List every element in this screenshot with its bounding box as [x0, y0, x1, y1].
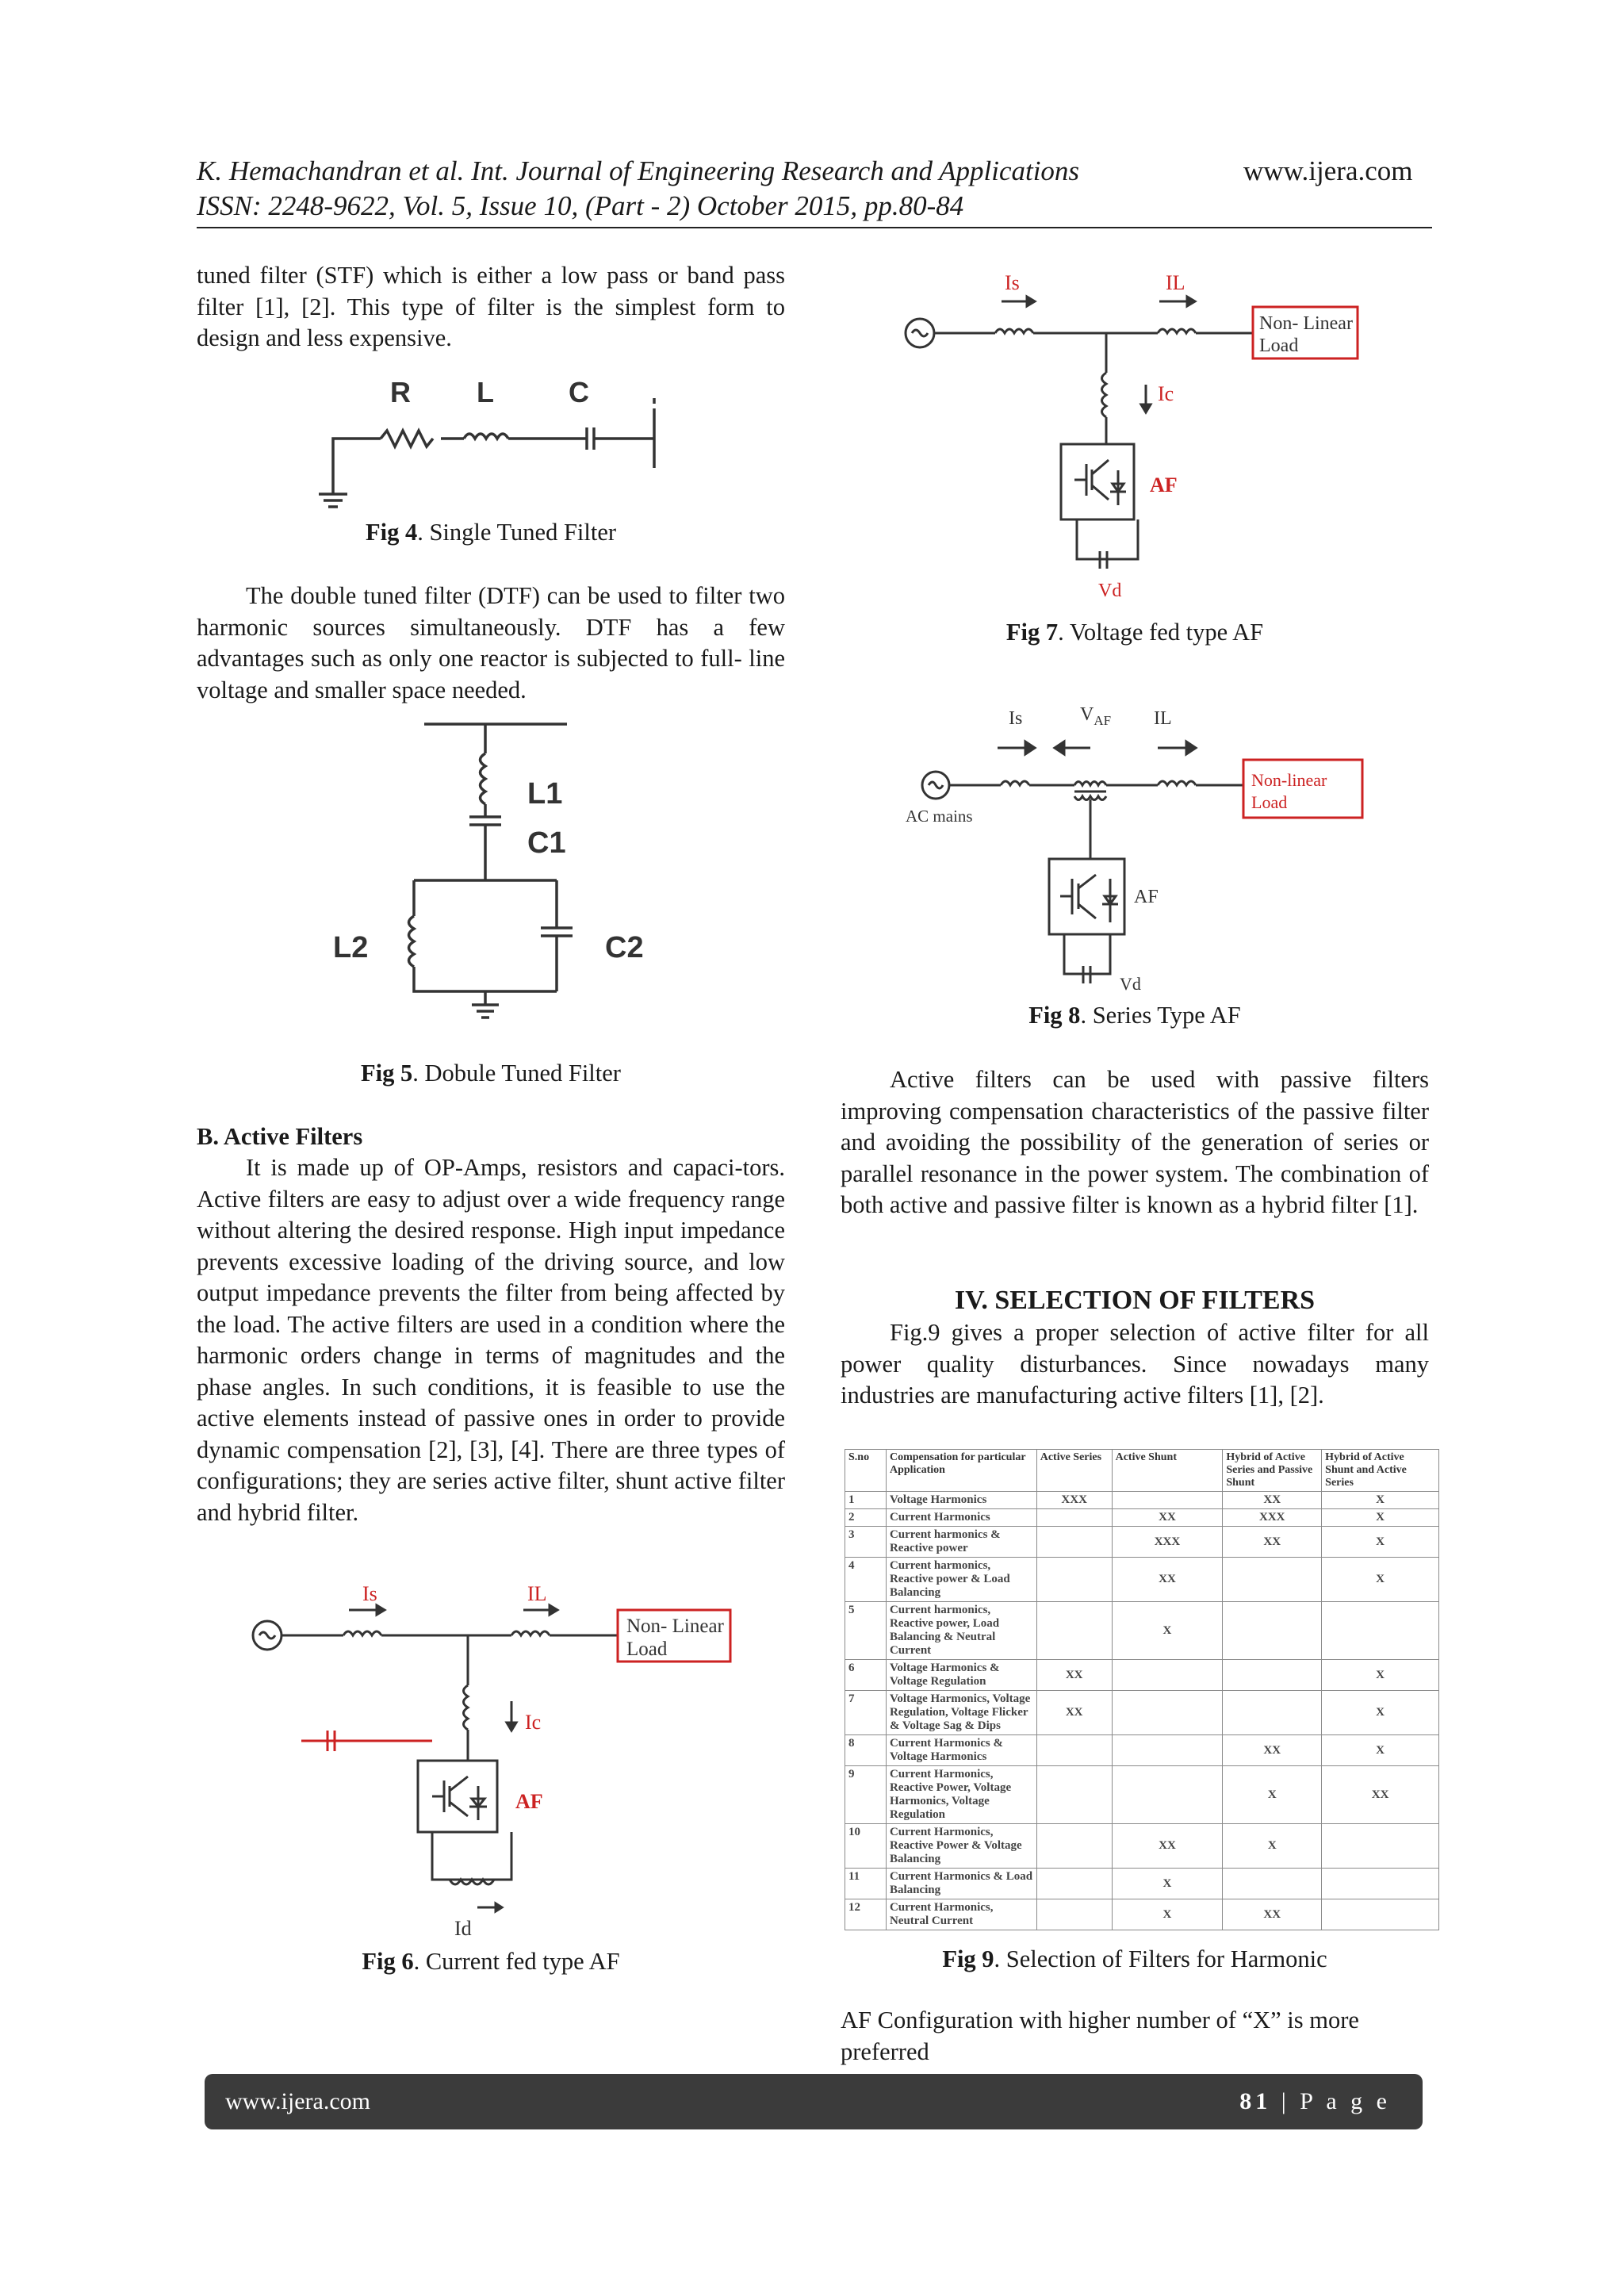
label-r: R: [390, 376, 411, 408]
table-cell-rating: [1112, 1735, 1223, 1766]
fig5-caption: Fig 5. Dobule Tuned Filter: [361, 1060, 621, 1087]
load-label-line1: Non-linear: [1251, 770, 1327, 790]
table-cell-rating: [1223, 1691, 1322, 1735]
table-row: [845, 1735, 1439, 1766]
table-row: [845, 1509, 1439, 1527]
table-cell-application: Current harmonics, Reactive power & Load Balancing: [886, 1558, 1036, 1602]
figure-5-double-tuned-filter: [313, 718, 678, 1031]
col-header-hybrid-shunt-series: Hybrid of Active Shunt and Active Series: [1322, 1450, 1439, 1492]
paragraph-dtf: The double tuned filter (DTF) can be used to filter two harmonic sources simultaneously. DTF has a few advantages such as only one reactor is subjected to full- line voltage and smaller space needed.: [197, 582, 785, 703]
table-cell-rating: XX: [1223, 1735, 1322, 1766]
line-inductor: [1158, 781, 1196, 785]
table-cell-rating: XX: [1223, 1492, 1322, 1509]
section-heading-active-filters: B. Active Filters: [197, 1123, 363, 1150]
label-il: IL: [1154, 708, 1172, 729]
paragraph-hybrid-filter: Active filters can be used with passive filters improving compensation characteristics of the passive filter and avoiding the possibility of the generation of series or parallel resonance in the power system. The combination of both active and passive filter is known as a hybrid filter [1].: [841, 1066, 1429, 1218]
table-cell-rating: [1036, 1735, 1112, 1766]
col-header-hybrid-series-passive: Hybrid of Active Series and Passive Shunt: [1223, 1450, 1322, 1492]
header-rule: [197, 227, 1432, 228]
figure-7-voltage-fed-af: [884, 266, 1392, 615]
table-cell-application: Voltage Harmonics & Voltage Regulation: [886, 1660, 1036, 1691]
table-cell-rating: XX: [1223, 1899, 1322, 1930]
label-is: Is: [1005, 271, 1020, 294]
table-cell-rating: [1223, 1602, 1322, 1660]
resistor-symbol: [381, 431, 433, 447]
fig7-caption: Fig 7. Voltage fed type AF: [1005, 619, 1264, 646]
figure-8-series-type-af: [896, 696, 1372, 998]
table-header-row: [845, 1450, 1439, 1492]
table-row: [845, 1558, 1439, 1602]
fig4-caption: Fig 4. Single Tuned Filter: [365, 519, 617, 546]
paragraph-selection: Fig.9 gives a proper selection of active filter for all power quality disturbances. Since nowadays many industries are manufacturing active filters [1], [2].: [841, 1319, 1429, 1409]
label-vd: Vd: [1098, 581, 1122, 601]
table-cell-rating: [1036, 1766, 1112, 1824]
selection-table: [845, 1449, 1439, 1930]
inductor-symbol: [464, 434, 508, 439]
label-il: IL: [1166, 271, 1185, 294]
page-footer: [205, 2074, 1423, 2129]
table-row: [845, 1492, 1439, 1509]
label-af: AF: [515, 1790, 543, 1813]
table-cell-rating: XXX: [1036, 1492, 1112, 1509]
table-cell-rating: XX: [1036, 1691, 1112, 1735]
transformer-primary: [1074, 782, 1106, 786]
table-cell-rating: X: [1112, 1602, 1223, 1660]
table-cell-rating: [1112, 1691, 1223, 1735]
label-c2: C2: [605, 931, 644, 964]
table-cell-rating: X: [1322, 1509, 1439, 1527]
figure-6-current-fed-af: [242, 1578, 749, 1943]
inductor-l2: [409, 916, 415, 967]
source-inductor: [343, 1631, 381, 1635]
label-ic: Ic: [1158, 382, 1174, 405]
table-cell-sno: 6: [845, 1660, 887, 1691]
table-cell-rating: X: [1223, 1824, 1322, 1869]
table-cell-rating: X: [1223, 1766, 1322, 1824]
table-cell-application: Current harmonics, Reactive power, Load Balancing & Neutral Current: [886, 1602, 1036, 1660]
table-cell-rating: [1223, 1660, 1322, 1691]
capacitor-symbol: [587, 427, 594, 450]
table-cell-rating: [1322, 1602, 1439, 1660]
table-cell-rating: XXX: [1112, 1527, 1223, 1558]
table-cell-rating: XX: [1112, 1509, 1223, 1527]
table-row: [845, 1766, 1439, 1824]
label-af: AF: [1134, 887, 1159, 907]
table-cell-sno: 8: [845, 1735, 887, 1766]
label-l: L: [477, 376, 494, 408]
table-row: [845, 1660, 1439, 1691]
paragraph-stf: tuned filter (STF) which is either a low pass or band pass filter [1], [2]. This type of filter is the simplest form to design and less expensive.: [197, 262, 785, 351]
transformer-secondary: [1074, 796, 1106, 800]
table-cell-sno: 11: [845, 1869, 887, 1899]
table-cell-sno: 9: [845, 1766, 887, 1824]
table-cell-sno: 3: [845, 1527, 887, 1558]
table-row: [845, 1899, 1439, 1930]
table-cell-rating: XX: [1223, 1527, 1322, 1558]
note-af-configuration: AF Configuration with higher number of “X” is more preferred: [841, 2007, 1359, 2065]
table-cell-application: Current Harmonics: [886, 1509, 1036, 1527]
table-cell-rating: X: [1322, 1558, 1439, 1602]
table-cell-rating: XX: [1112, 1558, 1223, 1602]
fig9-caption: Fig 9. Selection of Filters for Harmonic: [942, 1945, 1327, 1972]
running-header-authors: K. Hemachandran et al. Int. Journal of Engineering Research and Applications: [197, 155, 1080, 186]
col-header-sno: S.no: [845, 1450, 887, 1492]
label-af: AF: [1150, 473, 1178, 496]
table-cell-rating: [1036, 1602, 1112, 1660]
capacitor-c2: [541, 928, 573, 936]
table-cell-rating: [1322, 1899, 1439, 1930]
fig6-caption: Fig 6. Current fed type AF: [362, 1948, 620, 1975]
label-ac-mains: AC mains: [906, 807, 973, 826]
label-c1: C1: [527, 826, 566, 860]
table-cell-application: Current Harmonics, Reactive Power & Voltage Balancing: [886, 1824, 1036, 1869]
table-cell-application: Current Harmonics & Voltage Harmonics: [886, 1735, 1036, 1766]
table-cell-rating: X: [1322, 1492, 1439, 1509]
figure-4-single-tuned-filter: [305, 369, 670, 512]
ground-symbol: [472, 1005, 499, 1018]
label-vd: Vd: [1120, 974, 1141, 994]
filter-inductor: [1102, 373, 1107, 417]
fig8-caption: Fig 8. Series Type AF: [1028, 1002, 1241, 1029]
table-cell-application: Voltage Harmonics, Voltage Regulation, Voltage Flicker & Voltage Sag & Dips: [886, 1691, 1036, 1735]
table-cell-sno: 5: [845, 1602, 887, 1660]
converter-box: [418, 1761, 497, 1832]
load-label-line1: Non- Linear: [626, 1616, 724, 1637]
table-cell-rating: X: [1112, 1899, 1223, 1930]
table-cell-sno: 4: [845, 1558, 887, 1602]
load-label-line2: Load: [626, 1639, 668, 1660]
table-cell-rating: [1036, 1824, 1112, 1869]
inductor-l1: [481, 753, 486, 804]
table-row: [845, 1691, 1439, 1735]
table-cell-sno: 1: [845, 1492, 887, 1509]
load-label-line1: Non- Linear: [1259, 313, 1353, 334]
paragraph-active-filters: It is made up of OP-Amps, resistors and capaci-tors. Active filters are easy to adjust over a wide frequency range without altering the desired response. High input impedance prevents excessive loading of the driving source, and low output impedance prevents the filter from being affected by the load. The active filters are used in a condition where the harmonic orders change in terms of magnitudes and the phase angles. In such conditions, it is feasible to use the active elements instead of passive ones in order to provide dynamic compensation [2], [3], [4]. There are three types of configurations; they are series active filter, shunt active filter and hybrid filter.: [197, 1154, 785, 1526]
table-cell-sno: 12: [845, 1899, 887, 1930]
table-cell-sno: 7: [845, 1691, 887, 1735]
label-ic: Ic: [525, 1711, 542, 1734]
ground-symbol: [319, 494, 347, 507]
table-cell-rating: X: [1322, 1527, 1439, 1558]
table-row: [845, 1824, 1439, 1869]
table-cell-rating: X: [1322, 1691, 1439, 1735]
source-inductor: [995, 329, 1033, 333]
table-cell-rating: [1112, 1766, 1223, 1824]
load-label-line2: Load: [1259, 335, 1299, 356]
table-cell-rating: X: [1322, 1660, 1439, 1691]
running-header-issn: ISSN: 2248-9622, Vol. 5, Issue 10, (Part - 2) October 2015, pp.80-84: [197, 190, 964, 221]
table-cell-rating: X: [1112, 1869, 1223, 1899]
table-cell-rating: [1322, 1824, 1439, 1869]
label-il: IL: [527, 1582, 547, 1605]
table-cell-application: Current Harmonics & Load Balancing: [886, 1869, 1036, 1899]
col-header-active-series: Active Series: [1036, 1450, 1112, 1492]
converter-box: [1061, 444, 1134, 519]
table-cell-application: Current harmonics & Reactive power: [886, 1527, 1036, 1558]
table-cell-rating: [1036, 1509, 1112, 1527]
table-cell-rating: [1112, 1492, 1223, 1509]
table-cell-rating: [1223, 1869, 1322, 1899]
running-header-website[interactable]: www.ijera.com: [1243, 155, 1413, 186]
table-row: [845, 1602, 1439, 1660]
label-id: Id: [454, 1917, 472, 1940]
table-cell-rating: [1036, 1899, 1112, 1930]
load-label-line2: Load: [1251, 792, 1288, 812]
table-cell-application: Current Harmonics, Reactive Power, Voltage Harmonics, Voltage Regulation: [886, 1766, 1036, 1824]
table-row: [845, 1869, 1439, 1899]
table-cell-sno: 10: [845, 1824, 887, 1869]
label-vaf: $V_{AF}$: [1080, 704, 1112, 728]
capacitor-c1: [469, 817, 501, 825]
table-cell-rating: XX: [1036, 1660, 1112, 1691]
label-c: C: [569, 376, 589, 408]
col-header-compensation: Compensation for particular Application: [886, 1450, 1036, 1492]
table-cell-rating: [1322, 1869, 1439, 1899]
label-l2: L2: [333, 931, 369, 964]
table-cell-rating: XXX: [1223, 1509, 1322, 1527]
table-cell-rating: [1112, 1660, 1223, 1691]
table-cell-application: Current Harmonics, Neutral Current: [886, 1899, 1036, 1930]
table-cell-application: Voltage Harmonics: [886, 1492, 1036, 1509]
section-heading-selection-of-filters: IV. SELECTION OF FILTERS: [954, 1286, 1316, 1315]
table-cell-rating: [1036, 1869, 1112, 1899]
table-cell-rating: X: [1322, 1735, 1439, 1766]
table-cell-rating: [1036, 1527, 1112, 1558]
label-is: Is: [1009, 708, 1023, 729]
col-header-active-shunt: Active Shunt: [1112, 1450, 1223, 1492]
line-inductor: [1158, 329, 1196, 333]
line-inductor: [511, 1631, 550, 1635]
figure-9-selection-table: [845, 1449, 1439, 1930]
source-inductor: [1001, 781, 1029, 785]
label-is: Is: [362, 1582, 377, 1605]
table-cell-sno: 2: [845, 1509, 887, 1527]
footer-website[interactable]: www.ijera.com: [225, 2088, 370, 2114]
table-cell-rating: XX: [1112, 1824, 1223, 1869]
table-row: [845, 1527, 1439, 1558]
label-l1: L1: [527, 777, 563, 811]
table-cell-rating: [1223, 1558, 1322, 1602]
table-cell-rating: XX: [1322, 1766, 1439, 1824]
table-cell-rating: [1036, 1558, 1112, 1602]
filter-inductor: [464, 1685, 469, 1730]
footer-page-number: 81 | P a g e: [1239, 2088, 1391, 2114]
